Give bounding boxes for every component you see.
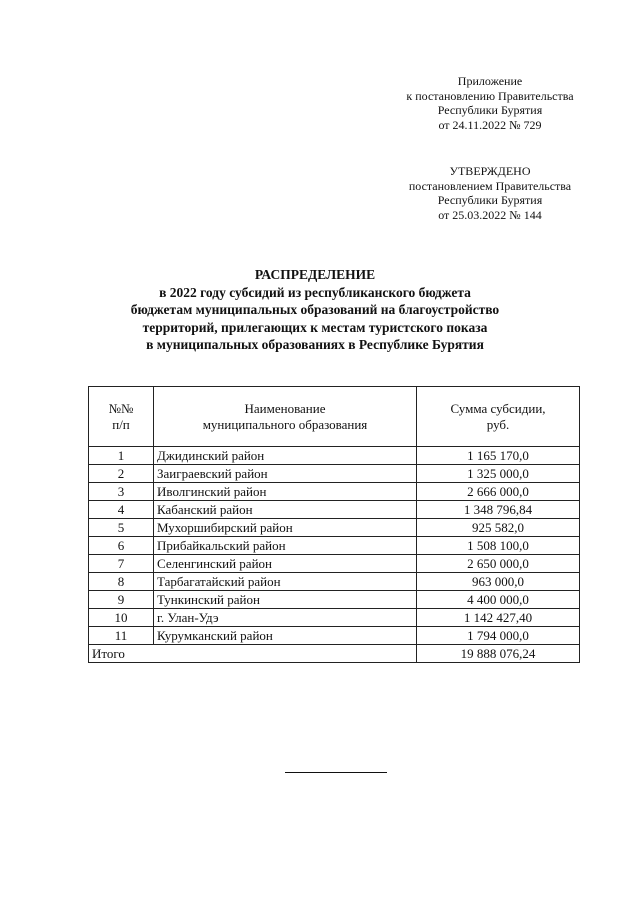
row-name: Иволгинский район: [154, 483, 417, 501]
table-header-row: [89, 387, 580, 447]
title-line: бюджетам муниципальных образований на благоустройство: [130, 302, 500, 317]
approval-line: Республики Бурятия: [437, 193, 543, 207]
table-row: [89, 483, 580, 501]
header-number-line: п/п: [112, 416, 130, 432]
title-line: РАСПРЕДЕЛЕНИЕ: [254, 267, 376, 282]
table-row: [89, 627, 580, 645]
row-number: 6: [89, 537, 154, 555]
row-sum: 1 794 000,0: [417, 627, 580, 645]
row-number: 1: [89, 447, 154, 465]
header-name: [154, 387, 417, 447]
annex-line: от 24.11.2022 № 729: [438, 117, 542, 132]
row-sum: 2 666 000,0: [417, 483, 580, 501]
approval-note: [390, 164, 590, 222]
table-row: [89, 573, 580, 591]
header-sum: [417, 387, 580, 447]
table-row: [89, 519, 580, 537]
table-row: [89, 465, 580, 483]
header-name-line: муниципального образования: [202, 416, 368, 432]
annex-line: Приложение: [457, 74, 523, 88]
row-sum: 4 400 000,0: [417, 591, 580, 609]
row-number: 8: [89, 573, 154, 591]
table-row: [89, 447, 580, 465]
annex-line: к постановлению Правительства: [406, 88, 574, 103]
table-row: [89, 555, 580, 573]
approval-line: постановлением Правительства: [408, 178, 572, 193]
header-sum-line: руб.: [486, 416, 510, 432]
row-number: 4: [89, 501, 154, 519]
approval-line: от 25.03.2022 № 144: [438, 207, 542, 222]
title-line: территорий, прилегающих к местам туристского показа: [142, 319, 488, 335]
row-sum: 1 142 427,40: [417, 609, 580, 627]
table-row: [89, 537, 580, 555]
annex-line: Республики Бурятия: [437, 103, 543, 117]
row-name: Мухоршибирский район: [154, 519, 417, 537]
header-number: [89, 387, 154, 447]
title-line: в муниципальных образованиях в Республике Бурятия: [146, 337, 484, 352]
total-sum: 19 888 076,24: [417, 645, 580, 663]
row-name: г. Улан-Удэ: [154, 609, 417, 627]
row-name: Прибайкальский район: [154, 537, 417, 555]
row-name: Кабанский район: [154, 501, 417, 519]
row-number: 10: [89, 609, 154, 627]
row-name: Тункинский район: [154, 591, 417, 609]
row-sum: 925 582,0: [417, 519, 580, 537]
table-total-row: [89, 645, 580, 663]
row-sum: 1 348 796,84: [417, 501, 580, 519]
row-sum: 2 650 000,0: [417, 555, 580, 573]
header-sum-line: Сумма субсидии,: [450, 400, 546, 416]
row-name: Тарбагатайский район: [154, 573, 417, 591]
table-row: [89, 609, 580, 627]
title-line: в 2022 году субсидий из республиканского бюджета: [159, 284, 471, 300]
row-number: 11: [89, 627, 154, 645]
header-number-line: №№: [108, 400, 134, 416]
table-row: [89, 591, 580, 609]
total-label: Итого: [89, 645, 417, 663]
document-title: [80, 266, 550, 354]
approval-line: УТВЕРЖДЕНО: [449, 164, 531, 178]
header-name-line: Наименование: [244, 400, 326, 416]
row-sum: 1 325 000,0: [417, 465, 580, 483]
row-sum: 1 508 100,0: [417, 537, 580, 555]
row-number: 5: [89, 519, 154, 537]
row-number: 9: [89, 591, 154, 609]
row-name: Джидинский район: [154, 447, 417, 465]
row-sum: 1 165 170,0: [417, 447, 580, 465]
row-name: Селенгинский район: [154, 555, 417, 573]
row-number: 7: [89, 555, 154, 573]
row-number: 3: [89, 483, 154, 501]
row-number: 2: [89, 465, 154, 483]
row-name: Курумканский район: [154, 627, 417, 645]
table-row: [89, 501, 580, 519]
row-sum: 963 000,0: [417, 573, 580, 591]
distribution-table: [88, 386, 580, 663]
annex-note: [390, 74, 590, 132]
closing-line: [285, 772, 387, 773]
row-name: Заиграевский район: [154, 465, 417, 483]
